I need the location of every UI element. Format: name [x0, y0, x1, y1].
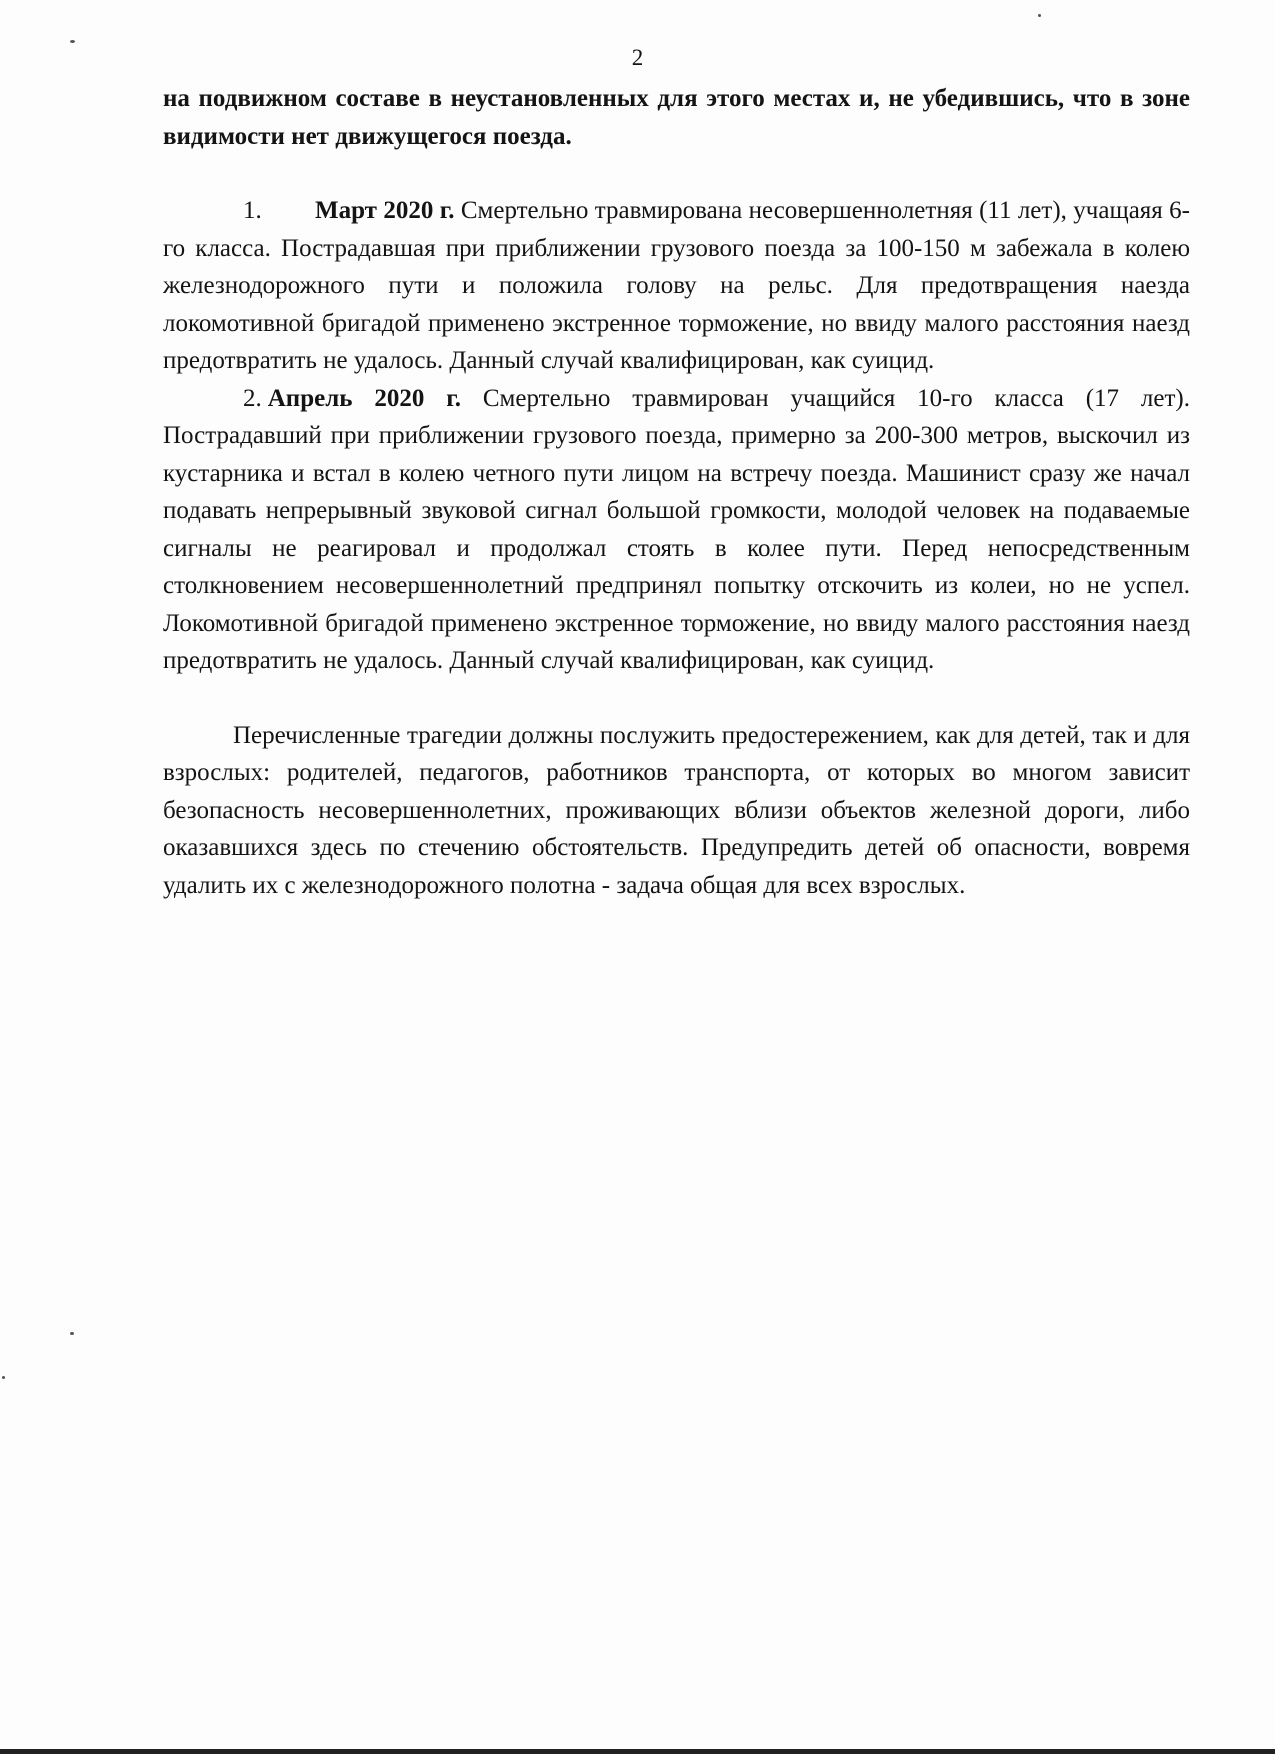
item-date: Март 2020 г.: [315, 197, 461, 224]
item-text: Смертельно травмирована несовершеннолетняя (11 лет), учащаяя 6-го класса. Пострадавшая при приближении грузового поезда за 100-150 м забежала в колею железнодорожного пути и положила голову на рельс. Для предотвращения наезда локомотивной бригадой применено экстренное торможение, но ввиду малого расстояния наезд предотвратить не удалось. Данный случай квалифицирован, как суицид.: [163, 197, 1190, 374]
item-number: 1.: [243, 197, 262, 224]
item-number: 2.: [243, 384, 262, 412]
scan-speck: [2, 1376, 5, 1379]
paragraph-spacer: [163, 155, 1190, 192]
intro-paragraph: на подвижном составе в неустановленных для этого местах и, не убедившись, что в зоне видимости нет движущегося поезда.: [163, 85, 1190, 150]
scan-speck: [70, 1332, 74, 1335]
item-text: Смертельно травмирован учащийся 10-го класса (17 лет). Пострадавший при приближении грузового поезда, примерно за 200-300 метров, выскочил из кустарника и встал в колею четного пути лицом на встречу поезда. Машинист сразу же начал подавать непрерывный звуковой сигнал большой громкости, молодой человек на подаваемые сигналы не реагировал и продолжал стоять в колее пути. Перед непосредственным столкновением несовершеннолетний предпринял попытку отскочить из колеи, но не успел. Локомотивной бригадой применено экстренное торможение, но ввиду малого расстояния наезд предотвратить не удалось. Данный случай квалифицирован, как суицид.: [163, 384, 1190, 674]
incident-item-2: [163, 380, 1190, 680]
document-body: [163, 80, 1190, 904]
paragraph-spacer: [163, 680, 1190, 717]
scan-border: [0, 1749, 1275, 1754]
closing-paragraph: Перечисленные трагедии должны послужить предостережением, как для детей, так и для взрослых: родителей, педагогов, работников транспорта, от которых во многом зависит безопасность несовершеннолетних, проживающих вблизи объектов железной дороги, либо оказавшихся здесь по стечению обстоятельств. Предупредить детей об опасности, вовремя удалить их с железнодорожного полотна - задача общая для всех взрослых.: [163, 721, 1190, 899]
page-number: 2: [631, 45, 644, 70]
incident-item-1: [163, 192, 1190, 380]
item-date: Апрель 2020 г.: [267, 384, 461, 412]
scan-speck: [70, 40, 75, 43]
scan-speck: [1038, 14, 1041, 17]
